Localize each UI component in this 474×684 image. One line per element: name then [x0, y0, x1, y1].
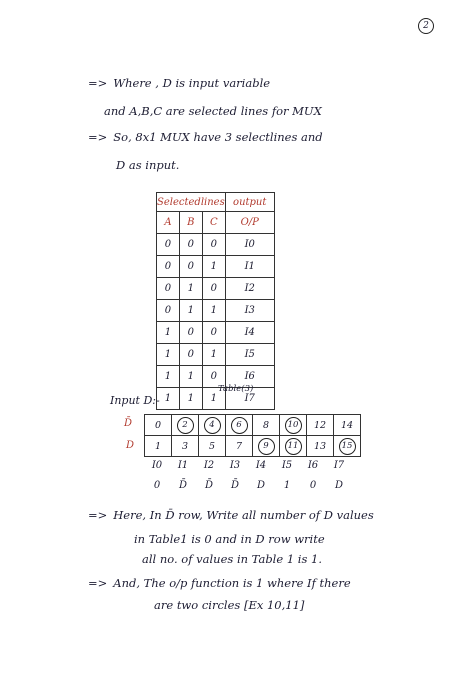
table-row [157, 366, 275, 388]
cell: I5 [225, 344, 274, 366]
intro-line-3: => So, 8x1 MUX have 3 selectlines and [88, 130, 323, 144]
table-row [157, 300, 275, 322]
table-row [157, 234, 275, 256]
col-op: O/P [225, 212, 274, 234]
row-label-d: D [126, 440, 135, 451]
intro-line-2: and A,B,C are selected lines for MUX [104, 104, 322, 118]
value: 14 [340, 419, 354, 431]
table-row [157, 388, 275, 410]
cell: I6 [225, 366, 274, 388]
d-cell [226, 436, 253, 457]
circled-value: 9 [258, 438, 275, 455]
value: 12 [313, 419, 327, 431]
circled-value: 4 [204, 417, 221, 434]
i-label: I1 [177, 460, 189, 471]
arrow-icon: => [88, 130, 108, 144]
cell: I0 [225, 234, 274, 256]
para-line-2: in Table1 is 0 and in D row write [134, 532, 325, 546]
d-cell [199, 436, 226, 457]
table-row [157, 256, 275, 278]
header-selected-lines: Selectedlines [157, 193, 226, 212]
circled-value: 15 [339, 438, 356, 455]
cell: 1 [202, 344, 225, 366]
col-a: A [157, 212, 180, 234]
dbar-cell [334, 415, 361, 436]
dbar-cell [280, 415, 307, 436]
dbar-cell [253, 415, 280, 436]
i-output: D̄ [204, 480, 214, 491]
cell: I7 [225, 388, 274, 410]
truth-table [156, 192, 275, 410]
i-label: I4 [255, 460, 267, 471]
cell: 0 [179, 322, 202, 344]
intro-line-4: D as input. [116, 158, 180, 172]
d-cell [334, 436, 361, 457]
input-table [144, 414, 361, 457]
cell: I2 [225, 278, 274, 300]
cell: 0 [202, 234, 225, 256]
d-cell [172, 436, 199, 457]
cell: 0 [202, 322, 225, 344]
para-line-1: => Here, In D̄ row, Write all number of D values [88, 508, 374, 522]
value: 7 [235, 440, 243, 452]
i-output: 0 [153, 480, 161, 491]
arrow-icon: => [88, 576, 108, 590]
i-output: D̄ [230, 480, 240, 491]
dbar-row [145, 415, 361, 436]
i-output: 1 [283, 480, 291, 491]
d-cell [280, 436, 307, 457]
dbar-cell [307, 415, 334, 436]
i-output: D [334, 480, 344, 491]
i-output: 0 [309, 480, 317, 491]
cell: 0 [179, 234, 202, 256]
i-label: I0 [151, 460, 163, 471]
value: 5 [208, 440, 216, 452]
input-label: Input D:- [110, 394, 160, 407]
cell: 1 [157, 344, 180, 366]
circled-value: 10 [285, 417, 302, 434]
value: 3 [181, 440, 189, 452]
table-row [157, 322, 275, 344]
cell: 1 [157, 388, 180, 410]
dbar-cell [145, 415, 172, 436]
cell: 1 [179, 366, 202, 388]
i-label: I2 [203, 460, 215, 471]
cell: 0 [202, 278, 225, 300]
value: 1 [154, 440, 162, 452]
page-number: 2 [418, 18, 434, 34]
arrow-icon: => [88, 508, 108, 522]
row-label-dbar: D̄ [124, 418, 133, 429]
cell: 1 [157, 366, 180, 388]
col-b: B [179, 212, 202, 234]
circled-value: 6 [231, 417, 248, 434]
value: 13 [313, 440, 327, 452]
table-row [157, 344, 275, 366]
cell: 0 [179, 256, 202, 278]
i-outputs [144, 480, 352, 491]
cell: 0 [157, 278, 180, 300]
cell: 1 [202, 256, 225, 278]
dbar-cell [172, 415, 199, 436]
cell: 1 [202, 388, 225, 410]
cell: 0 [179, 344, 202, 366]
cell: I4 [225, 322, 274, 344]
i-label: I7 [333, 460, 345, 471]
d-cell [253, 436, 280, 457]
dbar-cell [199, 415, 226, 436]
i-label: I5 [281, 460, 293, 471]
cell: 1 [157, 322, 180, 344]
col-c: C [202, 212, 225, 234]
table-caption: Table(3) [218, 384, 254, 394]
para-line-3: all no. of values in Table 1 is 1. [142, 552, 322, 566]
cell: I3 [225, 300, 274, 322]
cell: I1 [225, 256, 274, 278]
i-labels [144, 460, 352, 471]
para-line-4: => And, The o/p function is 1 where If there [88, 576, 351, 590]
value: 0 [154, 419, 162, 431]
intro-line-1: => Where , D is input variable [88, 76, 271, 90]
i-output: D [256, 480, 266, 491]
d-cell [307, 436, 334, 457]
dbar-cell [226, 415, 253, 436]
arrow-icon: => [88, 76, 108, 90]
value: 8 [262, 419, 270, 431]
circled-value: 2 [177, 417, 194, 434]
cell: 1 [179, 388, 202, 410]
cell: 0 [157, 234, 180, 256]
table-row [157, 278, 275, 300]
cell: 0 [157, 300, 180, 322]
cell: 1 [179, 278, 202, 300]
circled-value: 11 [285, 438, 302, 455]
i-label: I3 [229, 460, 241, 471]
cell: 1 [202, 300, 225, 322]
d-cell [145, 436, 172, 457]
i-label: I6 [307, 460, 319, 471]
para-line-5: are two circles [Ex 10,11] [154, 598, 305, 612]
d-row [145, 436, 361, 457]
header-output: output [225, 193, 274, 212]
cell: 0 [157, 256, 180, 278]
cell: 1 [179, 300, 202, 322]
i-output: D̄ [178, 480, 188, 491]
cell: 0 [202, 366, 225, 388]
